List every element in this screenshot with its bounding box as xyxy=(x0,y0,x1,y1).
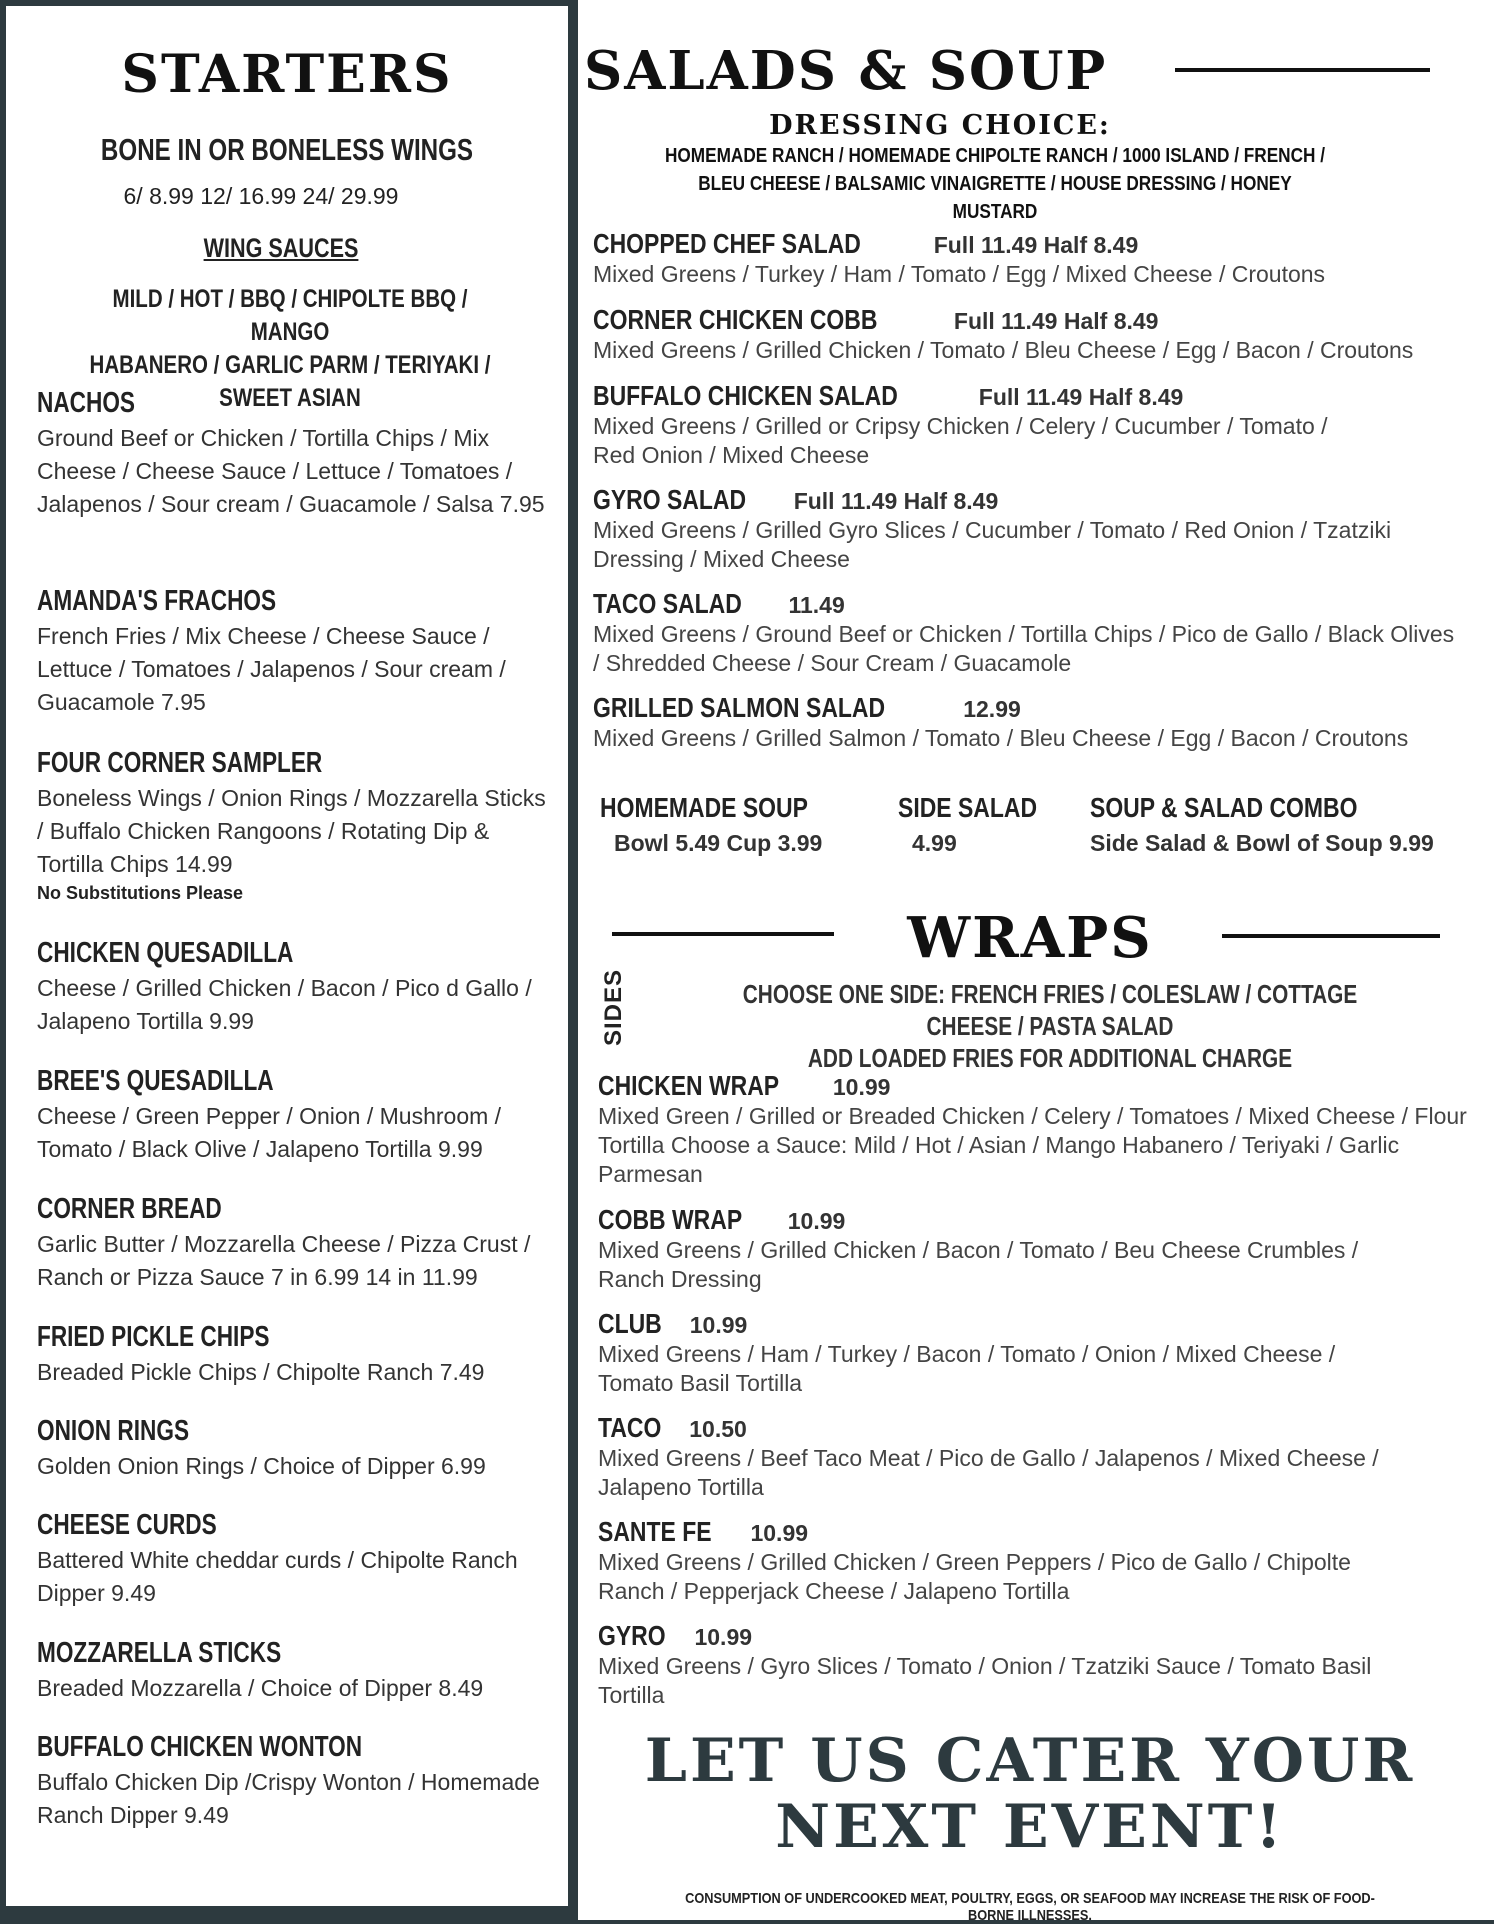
sides-info xyxy=(722,978,1378,1074)
item-name: FRIED PICKLE CHIPS xyxy=(37,1321,270,1353)
item-name: CORNER BREAD xyxy=(37,1193,222,1225)
cater-line: LET US CATER YOUR xyxy=(644,1726,1416,1796)
item-name: GYRO xyxy=(598,1620,666,1651)
item-name: FOUR CORNER SAMPLER xyxy=(37,747,323,779)
item-desc: Cheese / Grilled Chicken / Bacon / Pico d Gallo / Jalapeno Tortilla 9.99 xyxy=(37,975,532,1034)
menu-item xyxy=(598,1308,1468,1398)
dressing-line: BLEU CHEESE / BALSAMIC VINAIGRETTE / HOUSE DRESSING / HONEY MUSTARD xyxy=(698,173,1292,223)
dressing-title: DRESSING CHOICE: xyxy=(769,110,1111,141)
item-price: 10.99 xyxy=(787,1208,846,1234)
item-desc: Mixed Greens / Grilled or Cripsy Chicken / Celery / Cucumber / Tomato / Red Onion / Mixed Cheese xyxy=(593,413,1328,468)
item-name: GYRO SALAD xyxy=(593,484,747,515)
item-name: ONION RINGS xyxy=(37,1415,190,1447)
item-desc: Breaded Pickle Chips / Chipolte Ranch 7.49 xyxy=(37,1359,485,1385)
menu-item xyxy=(37,1190,547,1294)
soup-item xyxy=(600,792,854,857)
menu-item xyxy=(593,484,1463,574)
item-name: TACO xyxy=(598,1412,662,1443)
item-price: Side Salad & Bowl of Soup 9.99 xyxy=(1090,830,1434,856)
item-desc: Mixed Greens / Turkey / Ham / Tomato / Egg / Mixed Cheese / Croutons xyxy=(593,261,1326,287)
item-price: Full 11.49 Half 8.49 xyxy=(933,232,1139,258)
sauce-line: MILD / HOT / BBQ / CHIPOLTE BBQ / MANGO xyxy=(112,285,468,346)
menu-item xyxy=(598,1070,1468,1189)
item-desc: Battered White cheddar curds / Chipolte Ranch Dipper 9.49 xyxy=(37,1547,518,1606)
item-desc: Breaded Mozzarella / Choice of Dipper 8.49 xyxy=(37,1675,484,1701)
item-name: BUFFALO CHICKEN WONTON xyxy=(37,1731,363,1763)
item-name: GRILLED SALMON SALAD xyxy=(593,692,886,723)
menu-item xyxy=(598,1412,1468,1502)
menu-item xyxy=(598,1620,1468,1710)
item-desc: Golden Onion Rings / Choice of Dipper 6.99 xyxy=(37,1453,486,1479)
item-desc: Cheese / Green Pepper / Onion / Mushroom / Tomato / Black Olive / Jalapeno Tortilla 9.99 xyxy=(37,1103,502,1162)
item-desc: Mixed Greens / Grilled Salmon / Tomato / Bleu Cheese / Egg / Bacon / Croutons xyxy=(593,725,1409,751)
wings-prices: 6/ 8.99 12/ 16.99 24/ 29.99 xyxy=(123,183,399,209)
side-salad-item xyxy=(898,792,1068,857)
item-price: 10.99 xyxy=(689,1312,748,1338)
menu-item xyxy=(37,384,547,521)
dressing-line: HOMEMADE RANCH / HOMEMADE CHIPOLTE RANCH / 1000 ISLAND / FRENCH / xyxy=(664,145,1325,167)
item-name: SANTE FE xyxy=(598,1516,712,1547)
divider xyxy=(1222,934,1440,938)
sauce-line: SWEET ASIAN xyxy=(219,384,361,412)
item-name: COBB WRAP xyxy=(598,1204,743,1235)
item-price: 10.99 xyxy=(750,1520,809,1546)
item-desc: Mixed Green / Grilled or Breaded Chicken / Celery / Tomatoes / Mixed Cheese / Flour Tortilla Choose a Sauce: Mild / Hot / Asian / Mango Habanero / Teriyaki / Garlic Parmesan xyxy=(598,1103,1467,1187)
item-name: CHOPPED CHEF SALAD xyxy=(593,228,861,259)
item-note: No Substitutions Please xyxy=(37,883,244,903)
menu-item xyxy=(593,380,1463,470)
item-desc: French Fries / Mix Cheese / Cheese Sauce / Lettuce / Tomatoes / Jalapenos / Sour cream / Guacamole 7.95 xyxy=(37,623,506,715)
cater-line: NEXT EVENT! xyxy=(775,1792,1285,1862)
menu-item xyxy=(37,1318,547,1389)
wraps-title: WRAPS xyxy=(907,905,1153,971)
divider xyxy=(1175,68,1430,72)
sides-line: CHOOSE ONE SIDE: FRENCH FRIES / COLESLAW / COTTAGE CHEESE / PASTA SALAD xyxy=(742,979,1358,1041)
item-name: BUFFALO CHICKEN SALAD xyxy=(593,380,898,411)
menu-item xyxy=(37,1728,547,1832)
catering-banner xyxy=(600,1728,1460,1860)
combo-item xyxy=(1090,792,1434,857)
item-desc: Buffalo Chicken Dip /Crispy Wonton / Homemade Ranch Dipper 9.49 xyxy=(37,1769,540,1828)
item-price: 12.99 xyxy=(963,696,1021,722)
dressing-list xyxy=(655,142,1334,226)
menu-item xyxy=(593,588,1463,678)
item-price: 10.99 xyxy=(832,1074,891,1100)
item-name: NACHOS xyxy=(37,387,136,419)
item-desc: Mixed Greens / Gyro Slices / Tomato / Onion / Tzatziki Sauce / Tomato Basil Tortilla xyxy=(598,1653,1372,1708)
food-safety-disclaimer: CONSUMPTION OF UNDERCOOKED MEAT, POULTRY, EGGS, OR SEAFOOD MAY INCREASE THE RISK OF FOOD-BORNE ILLNESSES. xyxy=(685,1890,1375,1924)
item-name: BREE'S QUESADILLA xyxy=(37,1065,274,1097)
menu-item xyxy=(37,1634,547,1705)
item-price: 4.99 xyxy=(912,830,957,856)
item-name: CHEESE CURDS xyxy=(37,1509,217,1541)
item-desc: Boneless Wings / Onion Rings / Mozzarella Sticks / Buffalo Chicken Rangoons / Rotating Dip & Tortilla Chips 14.99 xyxy=(37,785,546,877)
item-desc: Garlic Butter / Mozzarella Cheese / Pizza Crust / Ranch or Pizza Sauce 7 in 6.99 14 in 11.99 xyxy=(37,1231,531,1290)
item-desc: Mixed Greens / Grilled Chicken / Green Peppers / Pico de Gallo / Chipolte Ranch / Pepperjack Cheese / Jalapeno Tortilla xyxy=(598,1549,1351,1604)
menu-item xyxy=(593,692,1463,753)
item-name: CLUB xyxy=(598,1308,662,1339)
item-name: TACO SALAD xyxy=(593,588,742,619)
menu-item xyxy=(37,1062,547,1166)
item-desc: Mixed Greens / Grilled Chicken / Tomato / Bleu Cheese / Egg / Bacon / Croutons xyxy=(593,337,1414,363)
divider xyxy=(612,932,834,936)
item-name: MOZZARELLA STICKS xyxy=(37,1637,282,1669)
menu-item xyxy=(37,582,547,719)
item-price: Full 11.49 Half 8.49 xyxy=(978,384,1184,410)
item-name: CHICKEN QUESADILLA xyxy=(37,937,294,969)
menu-item xyxy=(37,1412,547,1483)
salads-title: SALADS & SOUP xyxy=(584,40,1108,102)
wing-sauces-title: WING SAUCES xyxy=(203,233,359,263)
item-desc: Mixed Greens / Grilled Chicken / Bacon / Tomato / Beu Cheese Crumbles / Ranch Dressing xyxy=(598,1237,1359,1292)
item-name: SIDE SALAD xyxy=(898,792,1038,823)
item-name: CORNER CHICKEN COBB xyxy=(593,304,878,335)
menu-item xyxy=(593,304,1463,365)
item-name: SOUP & SALAD COMBO xyxy=(1090,792,1358,823)
item-price: 11.49 xyxy=(788,592,845,618)
item-price: 10.99 xyxy=(694,1624,753,1650)
menu-item xyxy=(598,1516,1468,1606)
menu-item xyxy=(37,934,547,1038)
item-desc: Ground Beef or Chicken / Tortilla Chips / Mix Cheese / Cheese Sauce / Lettuce / Tomatoes / Jalapenos / Sour cream / Guacamole / Salsa 7.95 xyxy=(37,425,545,517)
item-price: Bowl 5.49 Cup 3.99 xyxy=(614,830,823,856)
item-desc: Mixed Greens / Beef Taco Meat / Pico de Gallo / Jalapenos / Mixed Cheese / Jalapeno Tortilla xyxy=(598,1445,1379,1500)
item-price: Full 11.49 Half 8.49 xyxy=(953,308,1159,334)
menu-item xyxy=(593,228,1463,289)
item-price: 10.50 xyxy=(689,1416,747,1442)
starters-title: STARTERS xyxy=(121,44,453,105)
sides-line: ADD LOADED FRIES FOR ADDITIONAL CHARGE xyxy=(807,1043,1293,1073)
item-desc: Mixed Greens / Grilled Gyro Slices / Cucumber / Tomato / Red Onion / Tzatziki Dressing / Mixed Cheese xyxy=(593,517,1392,572)
item-name: AMANDA'S FRACHOS xyxy=(37,585,277,617)
menu-item xyxy=(37,744,547,905)
item-name: CHICKEN WRAP xyxy=(598,1070,780,1101)
menu-item xyxy=(598,1204,1468,1294)
menu-item xyxy=(37,1506,547,1610)
item-desc: Mixed Greens / Ground Beef or Chicken / Tortilla Chips / Pico de Gallo / Black Olives / Shredded Cheese / Sour Cream / Guacamole xyxy=(593,621,1455,676)
item-price: Full 11.49 Half 8.49 xyxy=(793,488,999,514)
item-name: HOMEMADE SOUP xyxy=(600,792,808,823)
wings-title: BONE IN OR BONELESS WINGS xyxy=(100,132,474,167)
sauce-line: HABANERO / GARLIC PARM / TERIYAKI / xyxy=(89,351,491,379)
item-desc: Mixed Greens / Ham / Turkey / Bacon / Tomato / Onion / Mixed Cheese / Tomato Basil Tortilla xyxy=(598,1341,1336,1396)
sides-label: SIDES xyxy=(600,968,627,1046)
